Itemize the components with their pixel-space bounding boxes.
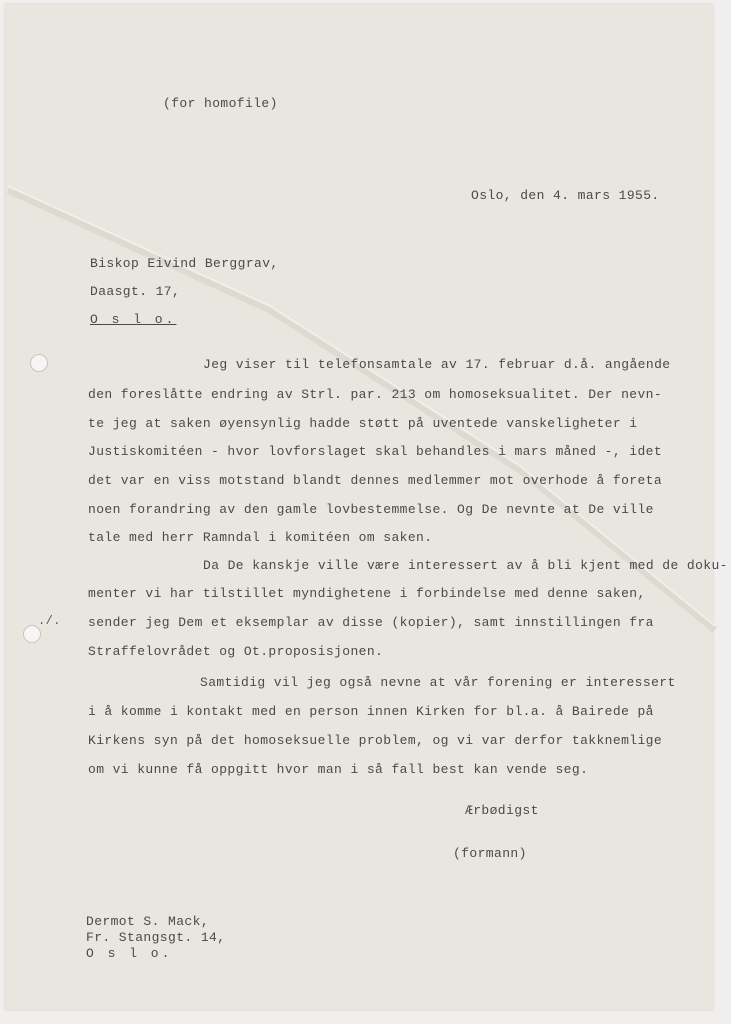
body-line: Kirkens syn på det homoseksuelle problem, og vi var derfor takknemlige	[88, 733, 663, 748]
body-line: tale med herr Ramndal i komitéen om saken.	[88, 530, 433, 545]
closing: Ærbødigst	[465, 803, 539, 818]
body-line: om vi kunne få oppgitt hvor man i så fall best kan vende seg.	[88, 762, 589, 777]
body-line: Samtidig vil jeg også nevne at vår forening er interessert	[200, 675, 676, 690]
body-line: Da De kanskje ville være interessert av å bli kjent med de doku-	[203, 558, 728, 573]
body-line: det var en viss motstand blandt dennes medlemmer mot overhode å foreta	[88, 473, 663, 488]
body-line: menter vi har tilstillet myndighetene i forbindelse med denne saken,	[88, 586, 646, 601]
signature-role: (formann)	[453, 846, 527, 861]
sender-street: Fr. Stangsgt. 14,	[86, 930, 226, 945]
body-line: Jeg viser til telefonsamtale av 17. februar d.å. angående	[203, 357, 671, 372]
enclosure-mark: ./.	[38, 614, 61, 628]
header-note: (for homofile)	[163, 96, 278, 111]
body-line: sender jeg Dem et eksemplar av disse (kopier), samt innstillingen fra	[88, 615, 654, 630]
punch-hole-top	[30, 354, 48, 372]
recipient-name: Biskop Eivind Berggrav,	[90, 256, 279, 271]
body-line: Straffelovrådet og Ot.proposisjonen.	[88, 644, 384, 659]
sender-city: O s l o.	[86, 946, 173, 961]
body-line: Justiskomitéen - hvor lovforslaget skal behandles i mars måned -, idet	[88, 444, 663, 459]
body-line: te jeg at saken øyensynlig hadde støtt på uventede vanskeligheter i	[88, 416, 638, 431]
body-line: noen forandring av den gamle lovbestemmelse. Og De nevnte at De ville	[88, 502, 654, 517]
recipient-city: O s l o.	[90, 312, 177, 327]
body-line: den foreslåtte endring av Strl. par. 213 om homoseksualitet. Der nevn-	[88, 387, 663, 402]
date-line: Oslo, den 4. mars 1955.	[471, 188, 660, 203]
body-line: i å komme i kontakt med en person innen Kirken for bl.a. å Bairede på	[88, 704, 654, 719]
sender-name: Dermot S. Mack,	[86, 914, 210, 929]
recipient-street: Daasgt. 17,	[90, 284, 181, 299]
